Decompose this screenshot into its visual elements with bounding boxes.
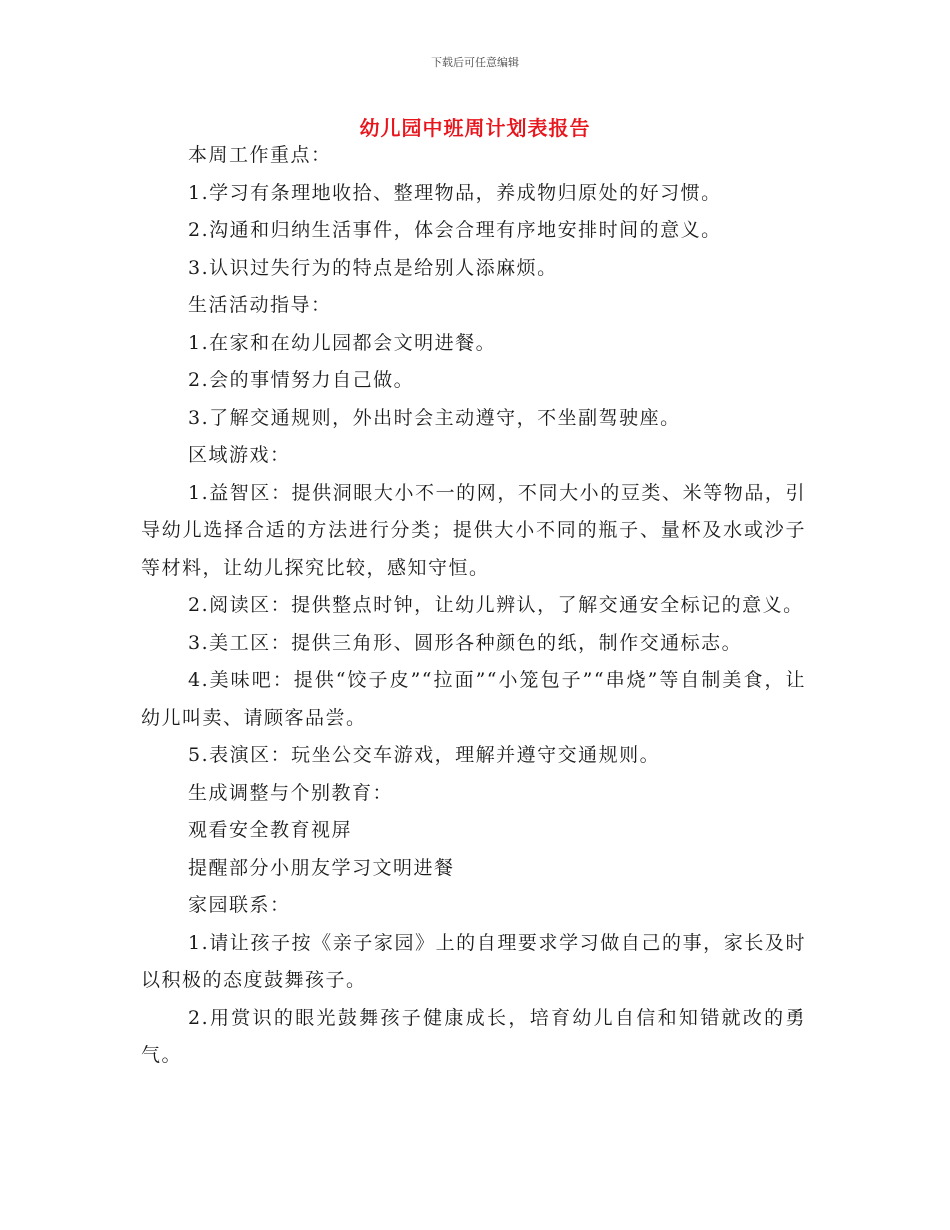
paragraph: 1.在家和在幼儿园都会文明进餐。 [188,331,497,354]
header-note: 下载后可任意编辑 [431,56,519,69]
paragraph: 2.沟通和归纳生活事件，体会合理有序地安排时间的意义。 [188,219,722,241]
paragraph: 生活活动指导： [188,294,332,316]
paragraph: 家园联系： [188,894,291,916]
paragraph: 2.阅读区：提供整点时钟，让幼儿辨认，了解交通安全标记的意义。 [188,594,804,616]
paragraph: 1.学习有条理地收拾、整理物品，养成物归原处的好习惯。 [188,181,722,204]
paragraph: 5.表演区：玩坐公交车游戏，理解并遵守交通规则。 [188,744,661,766]
paragraph: 2.会的事情努力自己做。 [188,369,415,391]
paragraph: 观看安全教育视屏 [188,819,353,841]
document-body [141,137,806,1075]
paragraph: 提醒部分小朋友学习文明进餐 [188,856,455,879]
paragraph: 1.请让孩子按《亲子家园》上的自理要求学习做自己的事，家长及时以积极的态度鼓舞孩子。 [141,931,806,991]
paragraph: 生成调整与个别教育： [188,781,394,804]
paragraph: 3.认识过失行为的特点是给别人添麻烦。 [188,256,558,279]
paragraph: 区域游戏： [188,444,291,466]
paragraph: 3.美工区：提供三角形、圆形各种颜色的纸，制作交通标志。 [188,631,743,654]
paragraph: 4.美味吧：提供“饺子皮”“拉面”“小笼包子”“串烧”等自制美食，让幼儿叫卖、请顾客品尝。 [141,669,806,729]
paragraph: 本周工作重点： [188,144,332,166]
paragraph: 3.了解交通规则，外出时会主动遵守，不坐副驾驶座。 [188,406,681,429]
paragraph: 2.用赏识的眼光鼓舞孩子健康成长，培育幼儿自信和知错就改的勇气。 [141,1006,806,1066]
document-title: 幼儿园中班周计划表报告 [359,116,591,140]
paragraph: 1.益智区：提供洞眼大小不一的网，不同大小的豆类、米等物品，引导幼儿选择合适的方法进行分类；提供大小不同的瓶子、量杯及水或沙子等材料，让幼儿探究比较，感知守恒。 [141,481,806,579]
